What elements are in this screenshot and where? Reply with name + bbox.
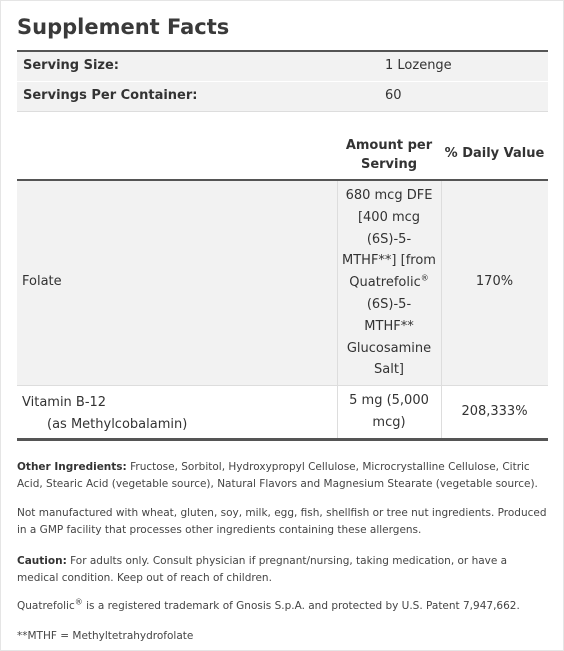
folate-amount-line: [400 mcg [357, 209, 421, 225]
allergen-text: Not manufactured with wheat, gluten, soy, milk, egg, fish, shellfish or tree nut ingredients. Produced in a GMP facility that processes other ingredients containing these allergens. [17, 507, 547, 536]
caution-statement [17, 553, 548, 587]
servings-per-container-label: Servings Per Container: [23, 88, 198, 103]
vitamin-b12-name [22, 392, 187, 436]
trademark-statement [17, 598, 548, 615]
amount-header-line-2: Serving [360, 157, 418, 172]
column-separator-daily [441, 181, 442, 439]
other-ingredients-label: Other Ingredients: [17, 461, 127, 473]
vitamin-b12-source: (as Methylcobalamin) [47, 417, 188, 432]
folate-amount-line: MTHF**] [from [342, 253, 436, 269]
folate-amount [337, 185, 441, 381]
serving-divider [17, 111, 548, 112]
serving-size-label: Serving Size: [23, 58, 120, 73]
folate-daily-value: 170% [475, 274, 514, 289]
caution-label: Caution: [17, 555, 67, 567]
vitamin-b12-amount-line: mcg) [372, 414, 406, 430]
folate-name: Folate [22, 274, 62, 289]
page-title: Supplement Facts [17, 15, 230, 39]
table-bottom-rule [17, 438, 548, 441]
folate-amount-line: Salt] [374, 362, 404, 378]
vitamin-b12-amount-line: 5 mg (5,000 [349, 393, 429, 408]
quatrefolic-text: Quatrefolic [349, 275, 421, 291]
vitamin-b12-daily-value: 208,333% [461, 404, 528, 419]
other-ingredients-text: Fructose, Sorbitol, Hydroxypropyl Cellulose, Microcrystalline Cellulose, Citric Acid, Stearic Acid (vegetable source), Natural Flavors and Magnesium Stearate (vegetable source). [17, 461, 538, 490]
folate-divider [17, 385, 548, 386]
folate-amount-line: (6S)-5- [366, 231, 412, 247]
column-separator-amount [337, 181, 338, 439]
trademark-name: Quatrefolic [17, 600, 75, 612]
trademark-text: is a registered trademark of Gnosis S.p.A. and protected by U.S. Patent 7,947,662. [82, 600, 520, 612]
daily-value-header: % Daily Value [444, 146, 545, 161]
folate-amount-line: MTHF** [364, 318, 414, 334]
allergen-statement [17, 505, 548, 539]
folate-amount-line: Glucosamine [346, 340, 432, 356]
other-ingredients [17, 459, 548, 493]
folate-amount-line [337, 272, 441, 294]
servings-per-container-value: 60 [385, 88, 402, 103]
vitamin-b12-amount [337, 390, 441, 434]
folate-amount-line: 680 mcg DFE [345, 188, 433, 203]
vitamin-b12-label: Vitamin B-12 [22, 395, 107, 410]
footnote [17, 628, 548, 645]
serving-size-value: 1 Lozenge [385, 58, 452, 73]
caution-text: For adults only. Consult physician if pregnant/nursing, taking medication, or have a medical condition. Keep out of reach of children. [17, 555, 508, 584]
amount-header-line-1: Amount per [345, 138, 433, 153]
registered-mark: ® [420, 273, 429, 283]
mthf-footnote: **MTHF = Methyltetrahydrofolate [17, 630, 194, 642]
trademark-registered-mark: ® [74, 597, 83, 607]
folate-amount-line: (6S)-5- [366, 296, 412, 312]
notes-section [17, 459, 548, 493]
amount-per-serving-header [337, 136, 441, 174]
